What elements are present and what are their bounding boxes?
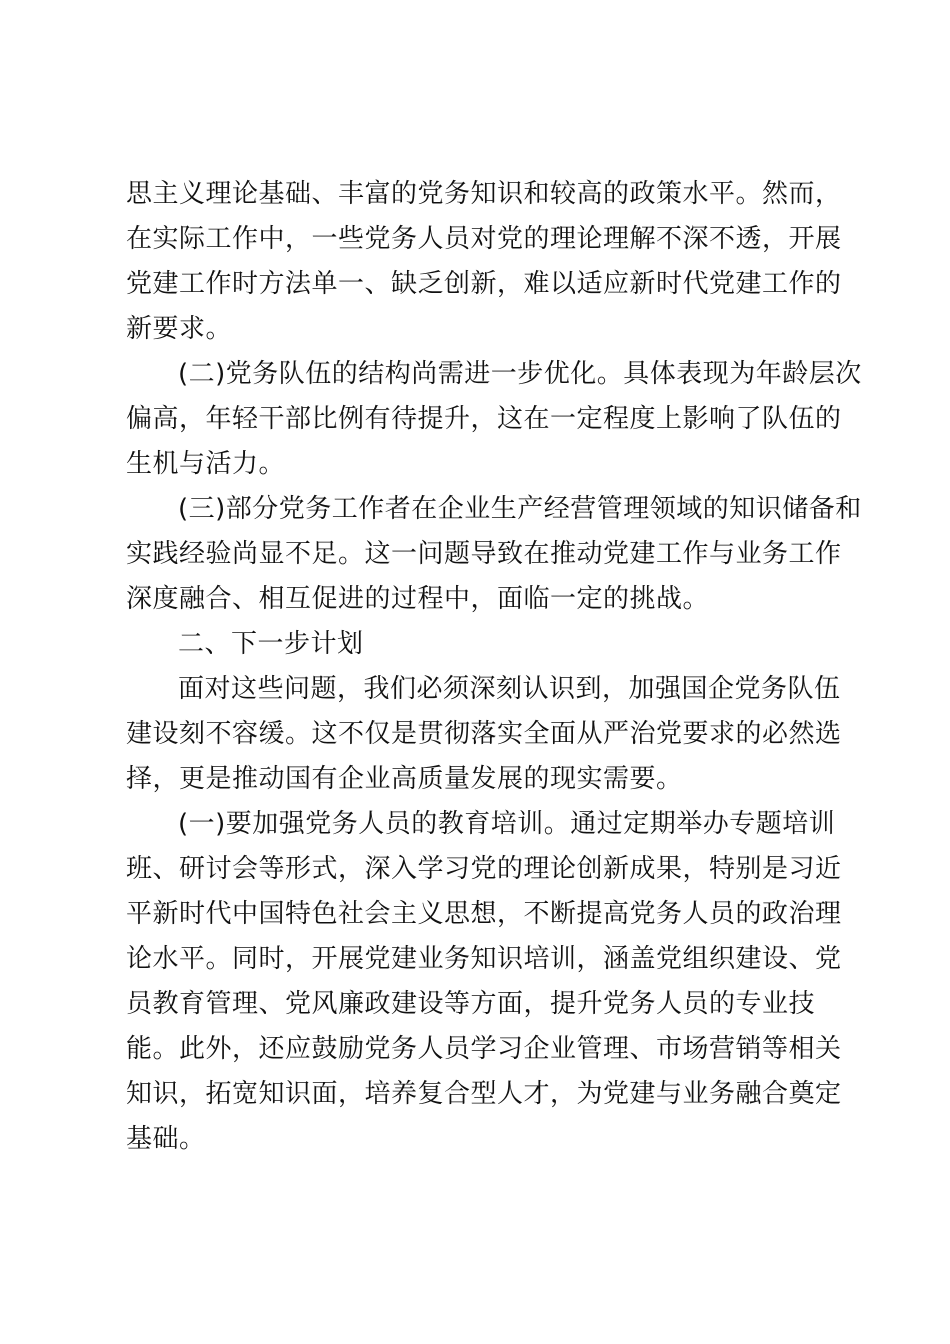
document-body [126, 172, 862, 1162]
text-line: 知识，拓宽知识面，培养复合型人才，为党建与业务融合奠定 [126, 1079, 842, 1109]
text-line: 生机与活力。 [126, 449, 286, 479]
text-line: 基础。 [126, 1124, 206, 1154]
section-heading-next-steps: 二、下一步计划 [178, 629, 364, 659]
text-line: 在实际工作中，一些党务人员对党的理论理解不深不透，开展 [126, 224, 842, 254]
text-line: 实践经验尚显不足。这一问题导致在推动党建工作与业务工作 [126, 539, 842, 569]
text-line: 平新时代中国特色社会主义思想，不断提高党务人员的政治理 [126, 899, 842, 929]
text-line: 建设刻不容缓。这不仅是贯彻落实全面从严治党要求的必然选 [126, 719, 842, 749]
paragraph-heading-2: (二)党务队伍的结构尚需进一步优化。具体表现为年龄层次 [178, 359, 862, 389]
text-line: 党建工作时方法单一、缺乏创新，难以适应新时代党建工作的 [126, 269, 842, 299]
text-line: 论水平。同时，开展党建业务知识培训，涵盖党组织建设、党 [126, 944, 842, 974]
text-line: 员教育管理、党风廉政建设等方面，提升党务人员的专业技 [126, 989, 816, 1019]
text-line: 班、研讨会等形式，深入学习党的理论创新成果，特别是习近 [126, 854, 842, 884]
text-line: 能。此外，还应鼓励党务人员学习企业管理、市场营销等相关 [126, 1034, 842, 1064]
paragraph-heading-1: (一)要加强党务人员的教育培训。通过定期举办专题培训 [178, 809, 836, 839]
paragraph-start: 面对这些问题，我们必须深刻认识到，加强国企党务队伍 [178, 674, 841, 704]
text-line: 深度融合、相互促进的过程中，面临一定的挑战。 [126, 584, 710, 614]
text-line: 新要求。 [126, 314, 233, 344]
text-line: 择，更是推动国有企业高质量发展的现实需要。 [126, 764, 683, 794]
text-line: 偏高，年轻干部比例有待提升，这在一定程度上影响了队伍的 [126, 404, 842, 434]
paragraph-heading-3: (三)部分党务工作者在企业生产经营管理领域的知识储备和 [178, 494, 862, 524]
text-line: 思主义理论基础、丰富的党务知识和较高的政策水平。然而， [126, 179, 842, 209]
